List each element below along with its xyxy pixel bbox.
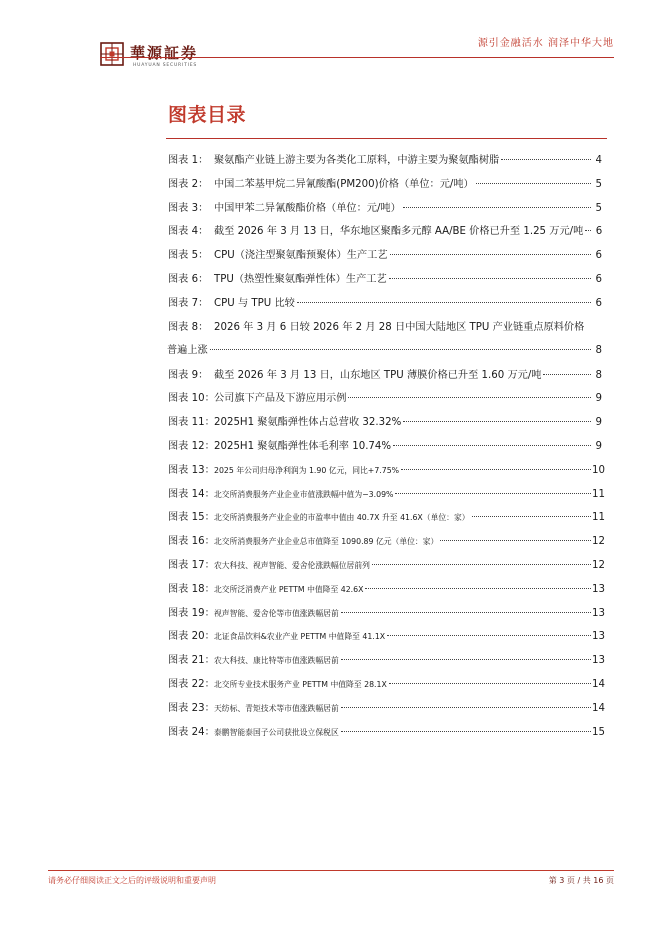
toc-leader-dots [476, 183, 591, 184]
toc-entry-continuation[interactable] [167, 341, 602, 365]
header-divider [100, 57, 614, 58]
toc-entry-text: CPU（浇注型聚氨酯预聚体）生产工艺 [214, 250, 388, 262]
logo-emblem-icon [100, 42, 124, 66]
toc-leader-dots [440, 540, 591, 541]
toc-entry-text: 截至 2026 年 3 月 13 日，华东地区聚酯多元醇 AA/BE 价格已升至 1.25 万元/吨 [214, 226, 584, 238]
toc-entry-label: 图表 7： [168, 297, 209, 309]
toc-entry-page: 13 [592, 607, 605, 619]
toc-entry-page: 9 [595, 417, 602, 429]
toc-entry-label: 图表 20： [168, 631, 215, 643]
toc-entry-text: 视声智能、爱舍伦等市值涨跌幅居前 [214, 608, 339, 618]
toc-entry-page: 13 [592, 655, 605, 667]
toc-entry-label: 图表 24： [168, 726, 215, 738]
toc-entry[interactable] [168, 556, 605, 580]
toc-leader-dots [297, 302, 591, 303]
toc-entry-page: 6 [595, 297, 602, 309]
toc-entry-text: 天纺标、青矩技术等市值涨跌幅居前 [214, 703, 339, 713]
toc-entry-label: 图表 12： [168, 440, 215, 452]
toc-entry-page: 6 [595, 226, 603, 238]
toc-leader-dots [401, 469, 591, 470]
toc-leader-dots [390, 254, 591, 255]
toc-entry[interactable] [168, 651, 605, 675]
logo-english-name: HUAYUAN SECURITIES [133, 63, 198, 68]
toc-entry-label: 图表 22： [168, 678, 215, 690]
toc-entry[interactable] [168, 508, 605, 532]
toc-entry[interactable] [168, 389, 602, 413]
toc-leader-dots [393, 445, 591, 446]
toc-leader-dots [389, 278, 591, 279]
toc-entry-label: 图表 13： [168, 464, 215, 476]
toc-entry[interactable] [168, 199, 602, 223]
toc-entry-page: 13 [592, 631, 605, 643]
toc-entry-text: 北交所消费服务产业企业的市盈率中值由 40.7X 升至 41.6X（单位：家） [214, 513, 470, 523]
toc-leader-dots [372, 564, 591, 565]
toc-entry-text: 截至 2026 年 3 月 13 日，山东地区 TPU 薄膜价格已升至 1.60 万元/吨 [214, 369, 542, 381]
toc-entry-page: 9 [595, 393, 602, 405]
toc-leader-dots [348, 397, 591, 398]
toc-entry-text: 北交所消费服务产业企业总市值降至 1090.89 亿元（单位：家） [214, 537, 439, 547]
toc-entry-label: 图表 16： [168, 536, 215, 548]
toc-entry[interactable] [168, 437, 602, 461]
toc-entry-text: 中国甲苯二异氰酸酯价格（单位：元/吨） [214, 202, 401, 214]
toc-entry-label: 图表 18： [168, 583, 215, 595]
toc-entry-text: 北交所专业技术服务产业 PETTM 中值降至 28.1X [214, 679, 387, 689]
toc-entry-text: TPU（热塑性聚氨酯弹性体）生产工艺 [214, 273, 387, 285]
toc-entry-text: 2026 年 3 月 6 日较 2026 年 2 月 28 日中国大陆地区 TPU 产业链重点原料价格 [214, 321, 585, 333]
toc-entry-label: 图表 9： [168, 369, 209, 381]
toc-entry-page: 12 [592, 559, 605, 571]
toc-entry[interactable] [168, 222, 602, 246]
toc-entry-label: 图表 6： [168, 273, 209, 285]
toc-entry-label: 图表 14： [168, 488, 215, 500]
toc-leader-dots [341, 731, 591, 732]
toc-entry-label: 图表 17： [168, 559, 215, 571]
toc-leader-dots [472, 516, 591, 517]
toc-entry[interactable] [168, 485, 605, 509]
toc-leader-dots [387, 635, 591, 636]
toc-entry-text: 北交所消费服务产业企业市值涨跌幅中值为−3.09% [214, 489, 394, 499]
toc-entry[interactable] [168, 627, 605, 651]
toc-entry-text: 中国二苯基甲烷二异氰酸酯(PM200)价格（单位：元/吨） [214, 178, 474, 190]
toc-entry-page: 11 [592, 488, 605, 500]
toc-entry[interactable] [168, 604, 605, 628]
toc-entry[interactable] [168, 723, 605, 747]
toc-entry-label: 图表 19： [168, 607, 215, 619]
toc-entry-page: 6 [595, 250, 602, 262]
toc-entry-page: 8 [595, 369, 602, 381]
toc-entry-text: 公司旗下产品及下游应用示例 [214, 393, 347, 405]
toc-leader-dots [210, 349, 591, 350]
toc-leader-dots [543, 374, 591, 375]
toc-entry-text: 农大科技、视声智能、爱舍伦涨跌幅位居前列 [214, 560, 370, 570]
toc-entry-label: 图表 10： [168, 393, 215, 405]
title-divider [166, 138, 607, 139]
toc-entry-text: 2025H1 聚氨酯弹性体占总营收 32.32% [214, 417, 402, 429]
toc-entry[interactable] [168, 675, 605, 699]
table-of-figures [167, 151, 605, 746]
toc-entry-page: 10 [592, 464, 605, 476]
toc-entry-label: 图表 15： [168, 512, 215, 524]
toc-entry[interactable] [168, 151, 602, 175]
toc-entry-page: 15 [592, 726, 605, 738]
toc-leader-dots [403, 207, 591, 208]
toc-entry-text: 农大科技、康比特等市值涨跌幅居前 [214, 656, 339, 666]
toc-entry[interactable] [168, 699, 605, 723]
toc-entry[interactable] [168, 366, 602, 390]
toc-entry-text: CPU 与 TPU 比较 [214, 297, 295, 309]
toc-entry[interactable] [168, 270, 602, 294]
toc-leader-dots [389, 683, 591, 684]
toc-leader-dots [585, 230, 591, 231]
toc-entry[interactable] [168, 413, 602, 437]
toc-entry-label: 图表 5： [168, 250, 209, 262]
footer-disclaimer: 请务必仔细阅读正文之后的评级说明和重要声明 [48, 876, 216, 885]
toc-entry-label: 图表 4： [168, 226, 209, 238]
toc-entry-page: 5 [595, 202, 602, 214]
toc-entry-label: 图表 2： [168, 178, 209, 190]
toc-entry[interactable] [168, 294, 602, 318]
toc-leader-dots [403, 421, 591, 422]
toc-entry-text: 2025H1 聚氨酯弹性体毛利率 10.74% [214, 440, 392, 452]
toc-leader-dots [341, 612, 591, 613]
footer-page-info: 第 3 页 / 共 16 页 [548, 876, 614, 885]
page-title: 图表目录 [168, 104, 247, 126]
toc-entry[interactable] [168, 246, 602, 270]
toc-entry-page: 14 [592, 702, 605, 714]
footer-divider [48, 870, 614, 871]
toc-leader-dots [501, 159, 591, 160]
toc-entry[interactable] [168, 175, 602, 199]
toc-entry-text: 2025 年公司归母净利润为 1.90 亿元，同比+7.75% [214, 465, 400, 475]
toc-entry-label: 图表 8： [168, 321, 209, 333]
toc-entry-label: 图表 1： [168, 155, 209, 166]
toc-entry-label: 图表 11： [168, 417, 215, 429]
toc-entry-page: 13 [592, 583, 605, 595]
logo-chinese-name: 華源証券 [130, 44, 199, 62]
toc-entry[interactable] [168, 461, 605, 485]
toc-entry-text: 泰鹏智能泰国子公司获批设立保税区 [214, 727, 339, 737]
toc-entry-label: 图表 3： [168, 202, 209, 214]
toc-entry-page: 6 [595, 273, 602, 285]
toc-entry-page: 8 [595, 345, 602, 357]
toc-entry-text: 北交所泛消费产业 PETTM 中值降至 42.6X [214, 584, 364, 594]
toc-entry-text-cont: 普遍上涨 [167, 345, 208, 357]
toc-entry-page: 4 [595, 155, 602, 166]
toc-entry-page: 9 [595, 440, 602, 452]
toc-leader-dots [395, 493, 591, 494]
toc-leader-dots [365, 588, 591, 589]
toc-entry-text: 北证食品饮料&农业产业 PETTM 中值降至 41.1X [214, 632, 386, 642]
toc-entry-page: 14 [592, 678, 605, 690]
toc-entry-text: 聚氨酯产业链上游主要为各类化工原料，中游主要为聚氨酯树脂 [214, 155, 500, 166]
toc-entry-page: 11 [592, 512, 605, 524]
toc-entry-page: 12 [592, 536, 605, 548]
toc-entry-label: 图表 23： [168, 702, 215, 714]
toc-entry[interactable] [168, 580, 605, 604]
toc-entry-label: 图表 21： [168, 655, 215, 667]
toc-entry-page: 5 [595, 178, 602, 190]
toc-leader-dots [341, 659, 591, 660]
toc-entry[interactable] [168, 318, 602, 342]
toc-leader-dots [341, 707, 591, 708]
header-slogan: 源引金融活水 润泽中华大地 [477, 38, 614, 49]
toc-entry[interactable] [168, 532, 605, 556]
